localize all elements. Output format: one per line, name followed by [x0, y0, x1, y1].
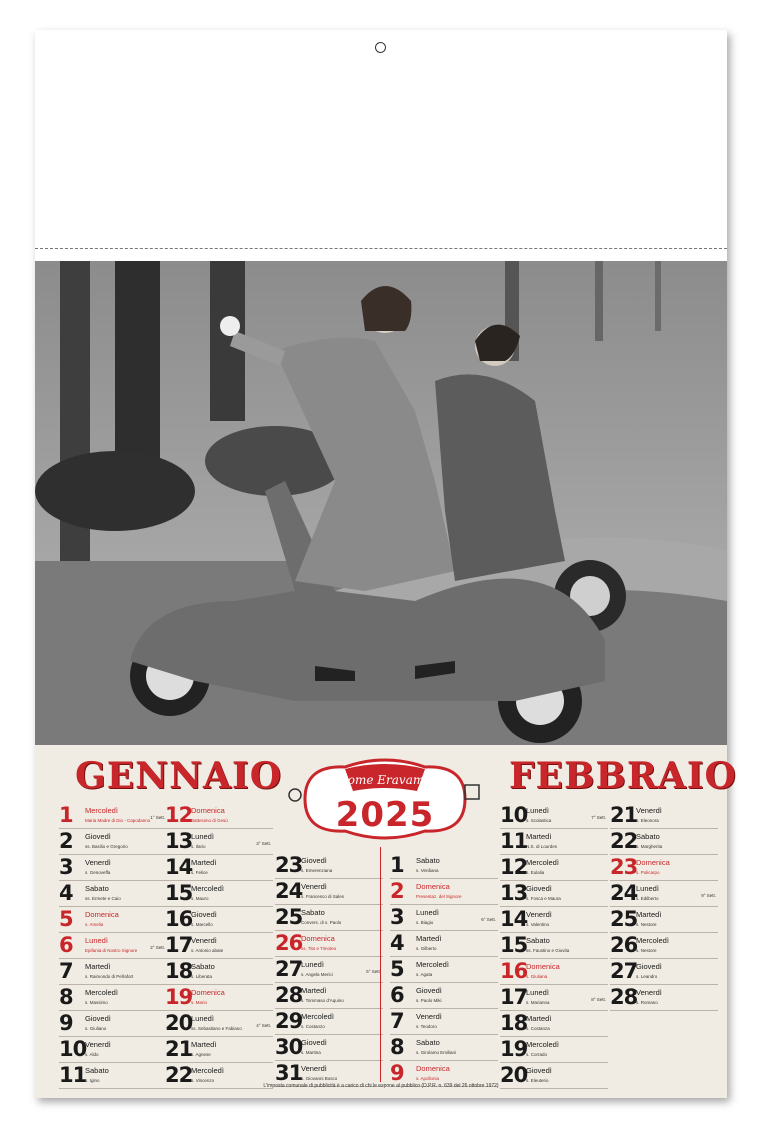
weekday-name: Venerdì	[636, 806, 662, 815]
weekday-name: Domenica	[301, 934, 335, 943]
day-number: 14	[165, 855, 193, 879]
weekday-name: Domenica	[526, 962, 560, 971]
day-row	[390, 853, 498, 879]
weekday-name: Venerdì	[526, 910, 552, 919]
weekday-name: Venerdì	[636, 988, 662, 997]
weekday-name: Domenica	[416, 882, 450, 891]
logo-subtitle: Come Eravamo	[338, 773, 432, 787]
day-row	[59, 855, 167, 881]
day-number: 25	[610, 907, 638, 931]
weekday-name: Martedì	[191, 1040, 217, 1049]
day-number: 16	[500, 959, 528, 983]
day-row	[610, 933, 718, 959]
day-number: 7	[59, 959, 73, 983]
saint-name: s. Costanzo	[301, 1024, 325, 1029]
day-number: 8	[390, 1035, 404, 1059]
week-number: 6° Sett.	[481, 917, 496, 922]
day-number: 19	[500, 1037, 528, 1061]
weekday-name: Sabato	[526, 936, 550, 945]
weekday-name: Martedì	[191, 858, 217, 867]
day-row	[610, 959, 718, 985]
day-number: 12	[500, 855, 528, 879]
day-number: 21	[610, 803, 638, 827]
day-number: 23	[275, 853, 303, 877]
day-row	[165, 881, 273, 907]
week-number: 8° Sett.	[591, 997, 606, 1002]
day-number: 15	[165, 881, 193, 905]
day-number: 9	[390, 1061, 404, 1085]
january-column-1	[59, 803, 167, 1089]
saint-name: s. Giovanni Bosco	[301, 1076, 338, 1081]
day-number: 22	[610, 829, 638, 853]
day-number: 6	[390, 983, 404, 1007]
saint-name: s. Marcello	[191, 922, 213, 927]
perforation-line	[35, 248, 727, 249]
day-row	[165, 1011, 273, 1037]
weekday-name: Lunedì	[301, 960, 324, 969]
weekday-name: Mercoledì	[301, 1012, 334, 1021]
saint-name: s. Vincenzo	[191, 1078, 215, 1083]
weekday-name: Domenica	[191, 988, 225, 997]
week-number: 5° Sett.	[366, 969, 381, 974]
day-row	[390, 1035, 498, 1061]
saint-name: s. Martina	[301, 1050, 321, 1055]
saint-name: s. Genoveffa	[85, 870, 111, 875]
weekday-name: Giovedì	[191, 910, 217, 919]
calendar-sheet	[35, 30, 737, 1098]
day-number: 19	[165, 985, 193, 1009]
day-row	[610, 829, 718, 855]
day-number: 28	[610, 985, 638, 1009]
day-row	[390, 983, 498, 1009]
weekday-name: Lunedì	[191, 1014, 214, 1023]
saint-name: s. Costanza	[526, 1026, 550, 1031]
weekday-name: Mercoledì	[191, 884, 224, 893]
saint-name: s. Raimondo di Peñafort	[85, 974, 134, 979]
week-number: 9° Sett.	[701, 893, 716, 898]
saint-name: s. Verdiana	[416, 868, 439, 873]
weekday-name: Sabato	[85, 1066, 109, 1075]
weekday-name: Mercoledì	[416, 960, 449, 969]
saint-name: s. Mauro	[191, 896, 209, 901]
year-label: 2025	[335, 795, 435, 835]
day-number: 29	[275, 1009, 303, 1033]
day-row	[165, 985, 273, 1011]
day-number: 25	[275, 905, 303, 929]
weekday-name: Lunedì	[191, 832, 214, 841]
day-row	[610, 907, 718, 933]
day-row	[275, 983, 383, 1009]
weekday-name: Giovedì	[85, 1014, 111, 1023]
day-row	[500, 881, 608, 907]
day-number: 21	[165, 1037, 193, 1061]
weekday-name: Sabato	[636, 832, 660, 841]
saint-name: s. Felice	[191, 870, 208, 875]
january-column-2	[165, 803, 273, 1089]
saint-name: s. Francesco di Sales	[301, 894, 345, 899]
weekday-name: Sabato	[191, 962, 215, 971]
weekday-name: Sabato	[416, 856, 440, 865]
day-row	[500, 959, 608, 985]
saint-name: s. Massimo	[85, 1000, 108, 1005]
day-number: 17	[500, 985, 528, 1009]
weekday-name: Mercoledì	[85, 988, 118, 997]
day-number: 17	[165, 933, 193, 957]
day-number: 6	[59, 933, 73, 957]
weekday-name: Venerdì	[85, 1040, 111, 1049]
day-row	[59, 829, 167, 855]
day-row	[500, 829, 608, 855]
saint-name: s. Liberata	[191, 974, 213, 979]
day-row	[275, 853, 383, 879]
day-number: 3	[59, 855, 73, 879]
day-row	[390, 905, 498, 931]
saint-name: s. Teodoro	[416, 1024, 437, 1029]
saint-name: N.S. di Lourdes	[526, 844, 558, 849]
day-number: 1	[390, 853, 404, 877]
saint-name: s. Giuliano	[85, 1026, 107, 1031]
day-row	[59, 959, 167, 985]
month-title-february: FEBBRAIO	[509, 755, 737, 797]
saint-name: s. Eleonora	[636, 818, 659, 823]
saint-name: s. Romano	[636, 1000, 658, 1005]
saint-name: s. Girolamo Emiliani	[416, 1050, 457, 1055]
day-row	[165, 959, 273, 985]
saint-name: Epifania di Nostro Signore	[85, 948, 138, 953]
day-row	[165, 1037, 273, 1063]
day-row	[59, 933, 167, 959]
day-row	[390, 931, 498, 957]
day-row	[390, 879, 498, 905]
day-row	[500, 1011, 608, 1037]
saint-name: s. Nestore	[636, 922, 657, 927]
day-row	[390, 957, 498, 983]
day-number: 28	[275, 983, 303, 1007]
day-row	[390, 1009, 498, 1035]
day-row	[500, 907, 608, 933]
saint-name: s. Angela Merici	[301, 972, 333, 977]
saint-name: Battesimo di Gesù	[191, 818, 228, 823]
day-row	[165, 803, 273, 829]
saint-name: s. Agata	[416, 972, 433, 977]
day-row	[500, 1037, 608, 1063]
day-number: 15	[500, 933, 528, 957]
day-number: 12	[165, 803, 193, 827]
saint-name: s. Marianna	[526, 1000, 550, 1005]
february-column-3	[610, 803, 718, 1011]
day-number: 24	[275, 879, 303, 903]
saint-name: ss. Faustino e Giovita	[526, 948, 570, 953]
day-row	[610, 855, 718, 881]
february-column-1	[390, 853, 498, 1087]
day-number: 26	[275, 931, 303, 955]
day-number: 20	[165, 1011, 193, 1035]
day-number: 4	[390, 931, 404, 955]
day-number: 8	[59, 985, 73, 1009]
day-number: 4	[59, 881, 73, 905]
saint-name: Convers. di s. Paolo	[301, 920, 342, 925]
day-number: 1	[59, 803, 73, 827]
day-number: 7	[390, 1009, 404, 1033]
week-number: 2° Sett.	[150, 945, 165, 950]
weekday-name: Giovedì	[85, 832, 111, 841]
saint-name: s. Edilberto	[636, 896, 659, 901]
day-number: 16	[165, 907, 193, 931]
day-row	[165, 907, 273, 933]
hanging-hole	[375, 42, 386, 53]
day-row	[275, 931, 383, 957]
weekday-name: Domenica	[636, 858, 670, 867]
saint-name: ss. Tito e Timoteo	[301, 946, 337, 951]
day-row	[610, 985, 718, 1011]
day-number: 11	[59, 1063, 87, 1087]
day-number: 22	[165, 1063, 193, 1087]
day-row	[500, 855, 608, 881]
day-number: 5	[59, 907, 73, 931]
weekday-name: Martedì	[301, 986, 327, 995]
day-number: 5	[390, 957, 404, 981]
day-number: 11	[500, 829, 528, 853]
weekday-name: Giovedì	[301, 856, 327, 865]
saint-name: s. Scolastica	[526, 818, 552, 823]
week-number: 1° Sett.	[150, 815, 165, 820]
weekday-name: Sabato	[85, 884, 109, 893]
day-row	[59, 1037, 167, 1063]
saint-name: Maria Madre di Dio - Capodanno	[85, 818, 151, 823]
weekday-name: Martedì	[416, 934, 442, 943]
week-number: 3° Sett.	[256, 841, 271, 846]
saint-name: s. Fosca e Maura	[526, 896, 561, 901]
saint-name: s. Gilberto	[416, 946, 437, 951]
day-row	[59, 881, 167, 907]
day-row	[165, 933, 273, 959]
january-column-3	[275, 853, 383, 1087]
weekday-name: Venerdì	[191, 936, 217, 945]
day-row	[610, 803, 718, 829]
day-row	[165, 855, 273, 881]
day-row	[165, 829, 273, 855]
day-number: 9	[59, 1011, 73, 1035]
weekday-name: Sabato	[416, 1038, 440, 1047]
saint-name: ss. Basilio e Gregorio	[85, 844, 128, 849]
saint-name: s. Biagio	[416, 920, 434, 925]
weekday-name: Giovedì	[526, 1066, 552, 1075]
day-number: 13	[500, 881, 528, 905]
day-row	[59, 803, 167, 829]
day-row	[275, 879, 383, 905]
day-number: 2	[59, 829, 73, 853]
weekday-name: Martedì	[526, 1014, 552, 1023]
saint-name: s. Apollonia	[416, 1076, 440, 1081]
day-row	[275, 1009, 383, 1035]
week-number: 7° Sett.	[591, 815, 606, 820]
weekday-name: Domenica	[416, 1064, 450, 1073]
vintage-photo-scooter	[35, 261, 727, 745]
month-divider	[380, 847, 381, 1082]
saint-name: ss. Sebastiano e Fabiano	[191, 1026, 242, 1031]
saint-name: ss. Ermete e Caio	[85, 896, 121, 901]
saint-name: s. Valentino	[526, 922, 550, 927]
saint-name: s. Antonio abate	[191, 948, 224, 953]
weekday-name: Lunedì	[526, 806, 549, 815]
weekday-name: Lunedì	[85, 936, 108, 945]
day-number: 31	[275, 1061, 303, 1085]
day-number: 27	[275, 957, 303, 981]
saint-name: s. Eleuterio	[526, 1078, 549, 1083]
saint-name: s. Corrado	[526, 1052, 548, 1057]
saint-name: s. Tommaso d'Aquino	[301, 998, 344, 1003]
saint-name: s. Eulalia	[526, 870, 545, 875]
day-number: 20	[500, 1063, 528, 1087]
saint-name: s. Emerenziana	[301, 868, 333, 873]
weekday-name: Mercoledì	[85, 806, 118, 815]
weekday-name: Lunedì	[416, 908, 439, 917]
month-title-january: GENNAIO	[75, 755, 283, 797]
day-row	[59, 1011, 167, 1037]
saint-name: Presentaz. del Signore	[416, 894, 462, 899]
day-row	[275, 957, 383, 983]
saint-name: s. Nestore	[636, 948, 657, 953]
day-number: 14	[500, 907, 528, 931]
day-number: 2	[390, 879, 404, 903]
weekday-name: Martedì	[636, 910, 662, 919]
saint-name: s. Agnese	[191, 1052, 211, 1057]
day-number: 24	[610, 881, 638, 905]
day-number: 10	[500, 803, 528, 827]
february-column-2	[500, 803, 608, 1089]
weekday-name: Domenica	[85, 910, 119, 919]
day-row	[275, 905, 383, 931]
day-number: 23	[610, 855, 638, 879]
saint-name: s. Policarpo	[636, 870, 660, 875]
day-row	[500, 803, 608, 829]
weekday-name: Giovedì	[416, 986, 442, 995]
day-number: 13	[165, 829, 193, 853]
week-number: 4° Sett.	[256, 1023, 271, 1028]
weekday-name: Martedì	[85, 962, 111, 971]
weekday-name: Giovedì	[301, 1038, 327, 1047]
weekday-name: Mercoledì	[526, 858, 559, 867]
saint-name: s. Leandro	[636, 974, 658, 979]
weekday-name: Mercoledì	[526, 1040, 559, 1049]
weekday-name: Mercoledì	[191, 1066, 224, 1075]
day-row	[59, 907, 167, 933]
saint-name: s. Paolo Miki	[416, 998, 442, 1003]
day-number: 3	[390, 905, 404, 929]
day-row	[59, 985, 167, 1011]
day-number: 18	[500, 1011, 528, 1035]
calendar-grid	[35, 745, 737, 1098]
weekday-name: Venerdì	[301, 882, 327, 891]
weekday-name: Venerdì	[416, 1012, 442, 1021]
day-number: 26	[610, 933, 638, 957]
day-row	[500, 933, 608, 959]
day-row	[610, 881, 718, 907]
day-row	[500, 985, 608, 1011]
weekday-name: Venerdì	[85, 858, 111, 867]
tax-footnote: L'imposta comunale di pubblicità è a carico di chi le espone al pubblico (D.P.R. n. 639 del 26 ottobre 1972)	[263, 1083, 499, 1089]
saint-name: s. Aldo	[85, 1052, 99, 1057]
weekday-name: Domenica	[191, 806, 225, 815]
weekday-name: Martedì	[526, 832, 552, 841]
weekday-name: Lunedì	[636, 884, 659, 893]
weekday-name: Giovedì	[636, 962, 662, 971]
day-number: 10	[59, 1037, 87, 1061]
saint-name: s. Margherita	[636, 844, 663, 849]
saint-name: s. Mario	[191, 1000, 208, 1005]
saint-name: s. Ilario	[191, 844, 206, 849]
saint-name: s. Giuliana	[526, 974, 548, 979]
weekday-name: Venerdì	[301, 1064, 327, 1073]
saint-name: s. Amelia	[85, 922, 104, 927]
day-number: 27	[610, 959, 638, 983]
weekday-name: Sabato	[301, 908, 325, 917]
day-number: 18	[165, 959, 193, 983]
come-eravamo-logo	[285, 755, 485, 843]
weekday-name: Giovedì	[526, 884, 552, 893]
saint-name: s. Igino	[85, 1078, 100, 1083]
day-row	[275, 1035, 383, 1061]
day-number: 30	[275, 1035, 303, 1059]
weekday-name: Mercoledì	[636, 936, 669, 945]
weekday-name: Lunedì	[526, 988, 549, 997]
